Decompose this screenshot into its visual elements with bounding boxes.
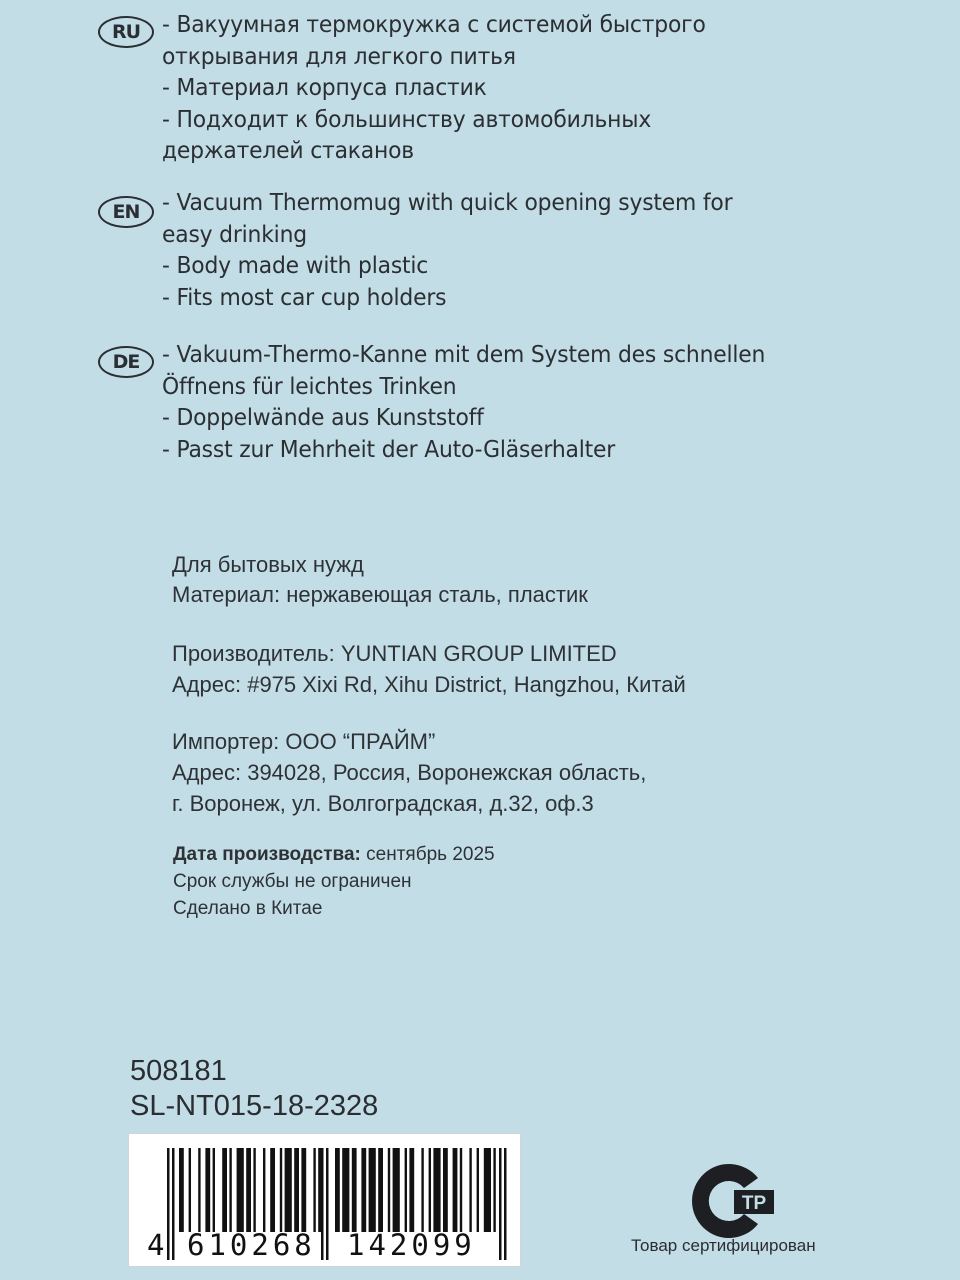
ctr-logo-text: ТР	[741, 1193, 767, 1214]
barcode-bar	[388, 1148, 390, 1232]
barcode-bar	[393, 1148, 400, 1232]
barcode-bar	[477, 1148, 479, 1232]
barcode	[128, 1133, 521, 1267]
de-line: - Doppelwände aus Kunststoff	[162, 403, 484, 431]
barcode-bar	[294, 1148, 299, 1232]
barcode-bar	[285, 1148, 292, 1232]
barcode-digit-lead: 4	[147, 1228, 165, 1262]
barcode-bar	[361, 1148, 366, 1232]
barcode-bar	[280, 1148, 282, 1232]
lang-badge-en: EN	[98, 196, 154, 228]
barcode-bar	[222, 1148, 227, 1232]
barcode-bar	[205, 1148, 210, 1232]
lang-text-en	[162, 187, 794, 313]
barcode-bar	[335, 1148, 340, 1232]
ctr-certification-icon	[688, 1158, 774, 1244]
barcode-bar	[246, 1148, 251, 1232]
made-in-text: Сделано в Китае	[173, 898, 323, 919]
de-line: Öffnens für leichtes Trinken	[162, 371, 457, 400]
model-number: SL-NT015-18-2328	[130, 1090, 379, 1122]
lang-text-de	[162, 339, 794, 465]
ru-line: - Материал корпуса пластик	[162, 73, 487, 101]
barcode-digits-left: 610268	[187, 1228, 316, 1262]
en-line: - Body made with plastic	[162, 251, 429, 279]
barcode-digits-right: 142099	[347, 1228, 476, 1262]
barcode-bar	[352, 1148, 357, 1232]
ru-line: - Подходит к большинству автомобильных	[162, 104, 652, 133]
barcode-bar	[369, 1148, 376, 1232]
barcode-bar	[409, 1148, 414, 1232]
barcode-bar	[253, 1148, 255, 1232]
service-life-text: Срок службы не ограничен	[173, 871, 412, 892]
production-date	[173, 841, 495, 869]
importer-text: Импортер: ООО “ПРАЙМ”	[172, 729, 436, 754]
de-line: - Vakuum-Thermo-Kanne mit dem System des schnellen	[162, 340, 766, 368]
barcode-bar	[189, 1148, 191, 1232]
barcode-bar	[313, 1148, 315, 1232]
en-line: - Vacuum Thermomug with quick opening system for	[162, 188, 733, 216]
barcode-bar	[469, 1148, 471, 1232]
ru-line: держателей стаканов	[162, 136, 415, 164]
article-number: 508181	[130, 1055, 227, 1087]
lang-badge-ru: RU	[98, 16, 154, 48]
en-line: - Fits most car cup holders	[162, 282, 447, 311]
barcode-bar	[198, 1148, 200, 1232]
barcode-bar	[342, 1148, 349, 1232]
barcode-bar	[263, 1148, 265, 1232]
barcode-bar	[429, 1148, 431, 1232]
barcode-bar	[378, 1148, 383, 1232]
barcode-bar	[301, 1148, 306, 1232]
barcode-digits	[129, 1228, 522, 1264]
barcode-bar	[237, 1148, 244, 1232]
ru-line: - Вакуумная термокружка с системой быстрого	[162, 10, 706, 38]
importer-address-line-1: Адрес: 394028, Россия, Воронежская область,	[172, 760, 647, 785]
certification-caption: Товар сертифицирован	[631, 1236, 816, 1255]
en-line: easy drinking	[162, 219, 307, 248]
barcode-bar	[270, 1148, 275, 1232]
de-line: - Passt zur Mehrheit der Auto-Gläserhalter	[162, 434, 616, 463]
barcode-bar	[453, 1148, 458, 1232]
barcode-bar	[179, 1148, 184, 1232]
usage-text: Для бытовых нужд	[172, 552, 364, 577]
barcode-bar	[493, 1148, 495, 1232]
ru-line: открывания для легкого питья	[162, 41, 516, 70]
barcode-bar	[229, 1148, 231, 1232]
barcode-bar	[421, 1148, 423, 1232]
barcode-bar	[213, 1148, 215, 1232]
production-date-value: сентябрь 2025	[366, 844, 495, 865]
manufacturer-address: Адрес: #975 Xixi Rd, Xihu District, Hangzhou, Китай	[172, 672, 686, 697]
barcode-bar	[405, 1148, 407, 1232]
material-text: Материал: нержавеющая сталь, пластик	[172, 582, 588, 607]
barcode-bar	[460, 1148, 462, 1232]
production-date-label: Дата производства:	[173, 844, 361, 865]
importer-address-line-2: г. Воронеж, ул. Волгоградская, д.32, оф.3	[172, 791, 594, 816]
lang-text-ru	[162, 9, 794, 167]
barcode-bar	[443, 1148, 448, 1232]
barcode-bar	[484, 1148, 491, 1232]
lang-badge-de: DE	[98, 346, 154, 378]
manufacturer-text: Производитель: YUNTIAN GROUP LIMITED	[172, 641, 617, 666]
barcode-bar	[433, 1148, 440, 1232]
